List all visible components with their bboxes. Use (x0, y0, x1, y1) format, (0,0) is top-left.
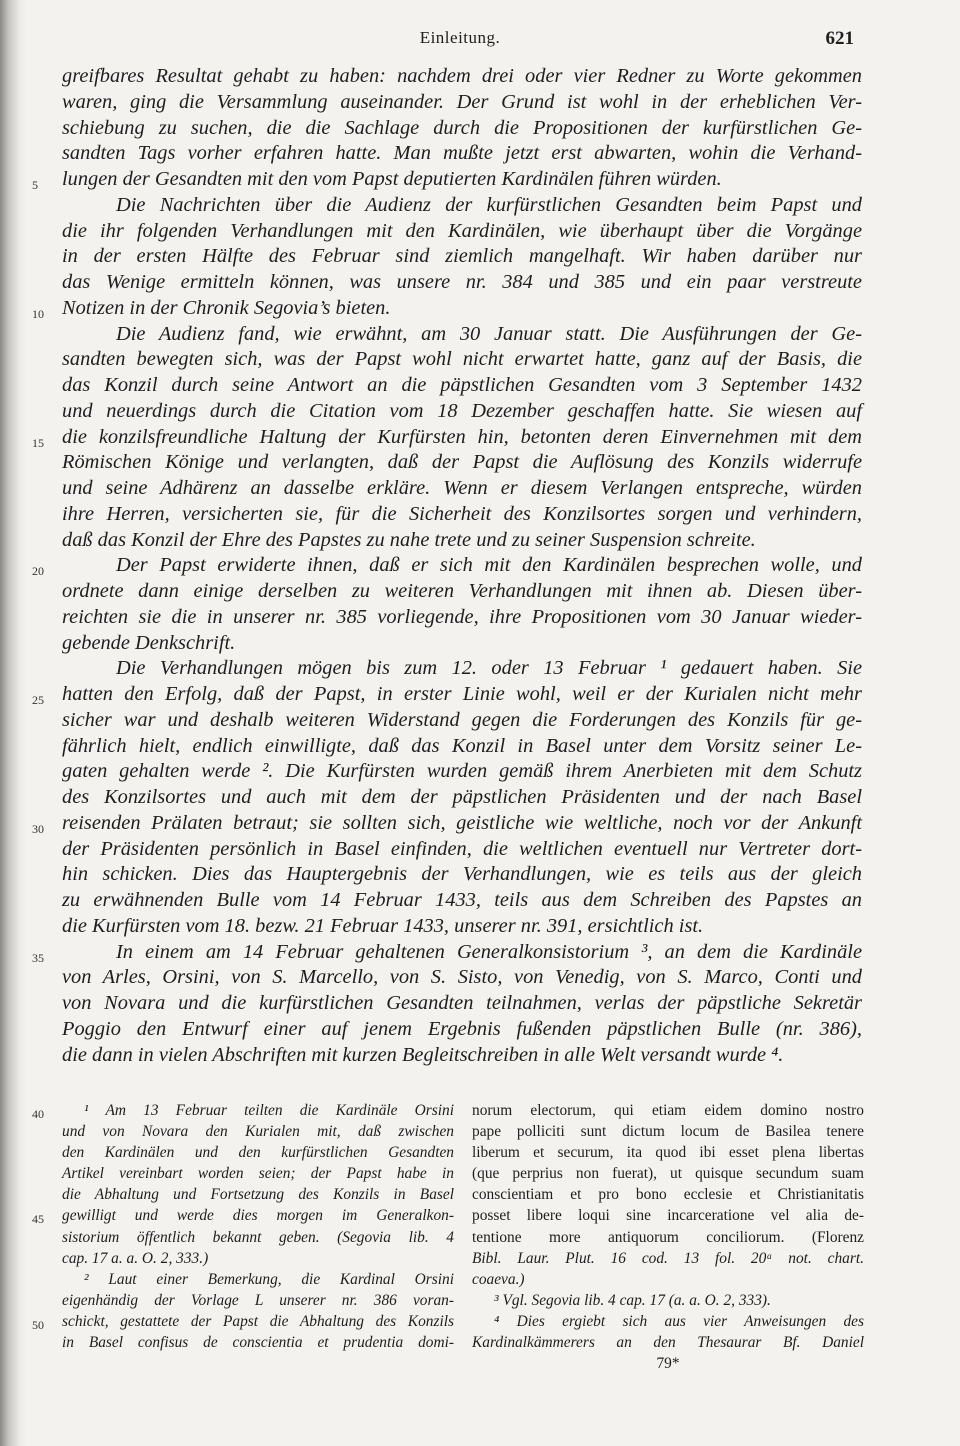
text-line (62, 579, 862, 605)
footnote-line (472, 1290, 864, 1311)
text-line (32, 425, 862, 451)
line-text: tentione more antiquorum conciliorum. (Florenz (472, 1228, 864, 1246)
line-text: die Kurfürsten vom 18. bezw. 21 Februar 1433, unserer nr. 391, ersichtlich ist. (62, 914, 704, 937)
line-number: 30 (32, 821, 44, 836)
text-line (62, 734, 862, 760)
line-text: gewilligt und werde dies morgen im Generalkon- (62, 1207, 454, 1225)
footnote-line (472, 1142, 864, 1163)
signature-mark: 79* (656, 1355, 680, 1373)
line-text: coaeva.) (472, 1270, 525, 1288)
running-title: Einleitung. (419, 28, 501, 47)
text-line (62, 270, 862, 296)
line-text: ¹ Am 13 Februar teilten die Kardinäle Orsini (84, 1102, 454, 1119)
footnote-line (472, 1332, 864, 1353)
line-text: pape polliciti sunt dictum locum de Basilea tenere (472, 1123, 864, 1141)
footnote-line (472, 1311, 864, 1332)
line-text: ordnete dann einige derselben zu weiteren Verhandlungen mit ihnen ab. Diesen über- (62, 580, 862, 602)
line-text: sandten bewegten sich, was der Papst wohl nicht erwartet hatte, ganz auf der Basis, die (62, 348, 862, 371)
line-text: den Kardinälen und den kurfürstlichen Gesandten (62, 1144, 454, 1162)
line-text: gebende Denkschrift. (62, 631, 236, 654)
line-number: 45 (32, 1212, 44, 1227)
line-text: das Wenige ermitteln können, was unsere nr. 384 und 385 und ein paar verstreute (62, 271, 862, 293)
footnote-line (62, 1163, 454, 1184)
footnote-line (62, 1227, 454, 1248)
text-line (62, 116, 862, 142)
text-line (62, 322, 862, 348)
line-text: ³ Vgl. Segovia lib. 4 cap. 17 (a. a. O. 2, 333). (494, 1291, 771, 1309)
text-line (62, 656, 862, 682)
line-text: zu erwähnenden Bulle vom 14 Februar 1433, teils aus dem Schreiben des Papstes an (62, 889, 862, 911)
line-text: Die Audienz fand, wie erwähnt, am 30 Januar statt. Die Ausführungen der Ge- (116, 322, 862, 345)
footnote-line (472, 1248, 864, 1269)
line-number: 50 (32, 1317, 44, 1332)
text-line (62, 476, 862, 502)
line-number: 20 (32, 564, 44, 579)
line-text: Poggio den Entwurf einer auf jenem Ergebnis fußenden päpstlichen Bulle (nr. 386), (62, 1017, 862, 1040)
line-text: Artikel vereinbart worden seien; der Papst habe in (62, 1165, 454, 1183)
line-text: posset libere loqui sine incarceratione vel alia de- (472, 1207, 864, 1225)
line-text: in der ersten Hälfte des Februar sind ziemlich mangelhaft. Wir haben darüber nur (62, 245, 862, 268)
text-line (62, 244, 862, 270)
text-line (62, 991, 862, 1017)
line-text: das Konzil durch seine Antwort an die päpstlichen Gesandten vom 3 September 1432 (62, 374, 862, 396)
text-line (62, 64, 862, 90)
text-line (62, 1017, 862, 1043)
text-line (62, 708, 862, 734)
line-text: cap. 17 a. a. O. 2, 333.) (62, 1249, 209, 1267)
line-text: die dann in vielen Abschriften mit kurzen Begleitschreiben in alle Welt versandt wurde ⁴. (62, 1043, 784, 1066)
line-number: 25 (32, 693, 44, 707)
text-line (62, 837, 862, 863)
line-number: 15 (32, 435, 44, 450)
line-number: 35 (32, 950, 44, 965)
line-text: Die Nachrichten über die Audienz der kurfürstlichen Gesandten beim Papst und (116, 193, 862, 216)
line-text: sicher war und deshalb weiteren Widerstand gegen die Forderungen des Konzils für ge- (62, 708, 862, 731)
line-text: fährlich hielt, endlich einwilligte, daß das Konzil in Basel unter dem Vorsitz seiner Le- (62, 734, 862, 757)
line-text: des Konzilsortes und auch mit dem der päpstlichen Präsidenten und der nach Basel (62, 786, 862, 808)
line-text: greifbares Resultat gehabt zu haben: nachdem drei oder vier Redner zu Worte gekommen (62, 65, 862, 87)
line-text: schiebung zu suchen, die die Sachlage durch die Propositionen der kurfürstlichen Ge- (62, 116, 862, 139)
line-text: sistorium öffentlich bekannt geben. (Segovia lib. 4 (62, 1228, 454, 1246)
footnote-column-right (472, 1100, 864, 1374)
line-text: eigenhändig der Vorlage L unserer nr. 386 voran- (62, 1291, 454, 1309)
text-line (62, 90, 862, 116)
footnote-line (62, 1269, 454, 1290)
line-text: in Basel confisus de conscientia et prudentia domi- (62, 1334, 454, 1352)
line-text: Der Papst erwiderte ihnen, daß er sich mit den Kardinälen besprechen wolle, und (116, 554, 862, 577)
page-number: 621 (825, 28, 854, 49)
line-text: daß das Konzil der Ehre des Papstes zu nahe trete und zu seiner Suspension schreite. (62, 528, 756, 551)
line-text: In einem am 14 Februar gehaltenen Generalkonsistorium ³, an dem die Kardinäle (116, 940, 862, 963)
line-text: die konzilsfreundliche Haltung der Kurfürsten hin, betonten deren Einvernehmen mit dem (62, 425, 862, 448)
line-text: von Arles, Orsini, von S. Marcello, von S. Sisto, von Venedig, von S. Marco, Conti und (62, 966, 862, 989)
line-text: reisenden Prälaten betraut; sie sollten sich, geistliche wie weltliche, noch vor der Ankunft (62, 811, 862, 834)
line-text: Bibl. Laur. Plut. 16 cod. 13 fol. 20ᵃ not. chart. (472, 1249, 864, 1267)
text-line (32, 682, 862, 708)
line-text: und von Novara den Kurialen mit, daß zwischen (62, 1123, 454, 1141)
line-text: gaten gehalten werde ². Die Kurfürsten wurden gemäß ihrem Anerbieten mit dem Schutz (62, 760, 862, 783)
line-text: schickt, gestattete der Papst die Abhaltung des Konzils (62, 1312, 454, 1330)
line-text: die Abhaltung und Fortsetzung des Konzils in Basel (62, 1186, 454, 1204)
line-text: norum electorum, qui etiam eidem domino nostro (472, 1102, 864, 1119)
text-line (62, 785, 862, 811)
text-line (32, 940, 862, 966)
footnote-line (32, 1205, 454, 1227)
footnote-line (472, 1205, 864, 1226)
footnote-line (32, 1100, 454, 1121)
text-line (62, 219, 862, 245)
footnote-line (472, 1184, 864, 1205)
text-line (32, 296, 862, 322)
line-text: Kardinalkämmerers an den Thesaurar Bf. Daniel (472, 1334, 864, 1352)
footnote-line (472, 1163, 864, 1184)
line-text: der Präsidenten persönlich in Basel einfinden, die weltlichen eventuell nur Vertreter dort- (62, 837, 862, 860)
footnote-line (472, 1269, 864, 1290)
line-text: hin schicken. Dies das Hauptergebnis der Verhandlungen, wie es teils aus der gleich (62, 863, 862, 886)
text-line (62, 141, 862, 167)
text-line (62, 965, 862, 991)
text-line (32, 811, 862, 837)
line-text: von Novara und die kurfürstlichen Gesandten teilnahmen, verlas der päpstliche Sekretär (62, 992, 862, 1014)
line-number: 10 (32, 306, 44, 321)
line-text: und seine Adhärenz an dasselbe erkläre. Wenn er diesem Verlangen entspreche, würden (62, 477, 862, 499)
footnote-line (472, 1100, 864, 1121)
line-text: liberum et securum, ita quod ibi esset plena libertas (472, 1144, 864, 1162)
line-text: hatten den Erfolg, daß der Papst, in erster Linie wohl, weil er der Kurialen nicht mehr (62, 683, 862, 705)
footnote-line (62, 1121, 454, 1142)
line-text: ² Laut einer Bemerkung, die Kardinal Orsini (84, 1270, 454, 1288)
footnote-line (62, 1290, 454, 1311)
text-line (62, 888, 862, 914)
text-line (62, 528, 862, 554)
text-line (62, 347, 862, 373)
line-text: sandten Tags vorher erfahren hatte. Man mußte jetzt erst abwarten, wohin die Verhand- (62, 142, 862, 165)
line-text: Die Verhandlungen mögen bis zum 12. oder 13 Februar ¹ gedauert haben. Sie (116, 657, 862, 680)
footnote-line (472, 1121, 864, 1142)
line-text: ihre Herren, versicherten sie, für die Sicherheit des Konzilsortes sorgen und verhindern, (62, 502, 862, 525)
footnote-column-left (32, 1100, 454, 1353)
line-text: (que perprius non fuerat), ut quisque secundum suam (472, 1165, 864, 1183)
page-header (60, 28, 860, 54)
footnote-line (62, 1248, 454, 1269)
line-text: reichten sie die in unserer nr. 385 vorliegende, ihre Propositionen vom 30 Januar wieder- (62, 605, 862, 628)
text-line (32, 553, 862, 579)
text-line (62, 399, 862, 425)
footnote-line (62, 1142, 454, 1163)
text-line (62, 502, 862, 528)
text-line (32, 167, 862, 193)
line-number: 5 (32, 178, 38, 192)
text-line (62, 914, 862, 940)
line-text: Römischen Könige und verlangten, daß der Papst die Auflösung des Konzils widerrufe (62, 451, 862, 474)
footnote-line (32, 1311, 454, 1332)
text-line (62, 605, 862, 631)
main-text (32, 64, 862, 1068)
book-spine-shadow (0, 0, 26, 1446)
line-number: 40 (32, 1107, 44, 1121)
footnote-line (62, 1184, 454, 1205)
line-text: waren, ging die Versammlung auseinander. Der Grund ist wohl in der erheblichen Ver- (62, 90, 862, 113)
text-line (62, 1043, 862, 1069)
text-line (62, 373, 862, 399)
text-line (62, 193, 862, 219)
line-text: und neuerdings durch die Citation vom 18 Dezember geschaffen hatte. Sie wiesen auf (62, 399, 862, 422)
text-line (62, 631, 862, 657)
text-line (62, 450, 862, 476)
text-line (62, 759, 862, 785)
footnote-line (472, 1227, 864, 1248)
line-text: Notizen in der Chronik Segovia’s bieten. (62, 296, 391, 319)
line-text: ⁴ Dies ergiebt sich aus vier Anweisungen des (494, 1312, 864, 1330)
text-line (62, 862, 862, 888)
line-text: conscientiam et pro bono ecclesie et Christianitatis (472, 1186, 864, 1204)
line-text: lungen der Gesandten mit den vom Papst deputierten Kardinälen führen würden. (62, 168, 722, 190)
footnote-line (62, 1332, 454, 1353)
line-text: die ihr folgenden Verhandlungen mit den Kardinälen, wie überhaupt über die Vorgänge (62, 219, 862, 242)
